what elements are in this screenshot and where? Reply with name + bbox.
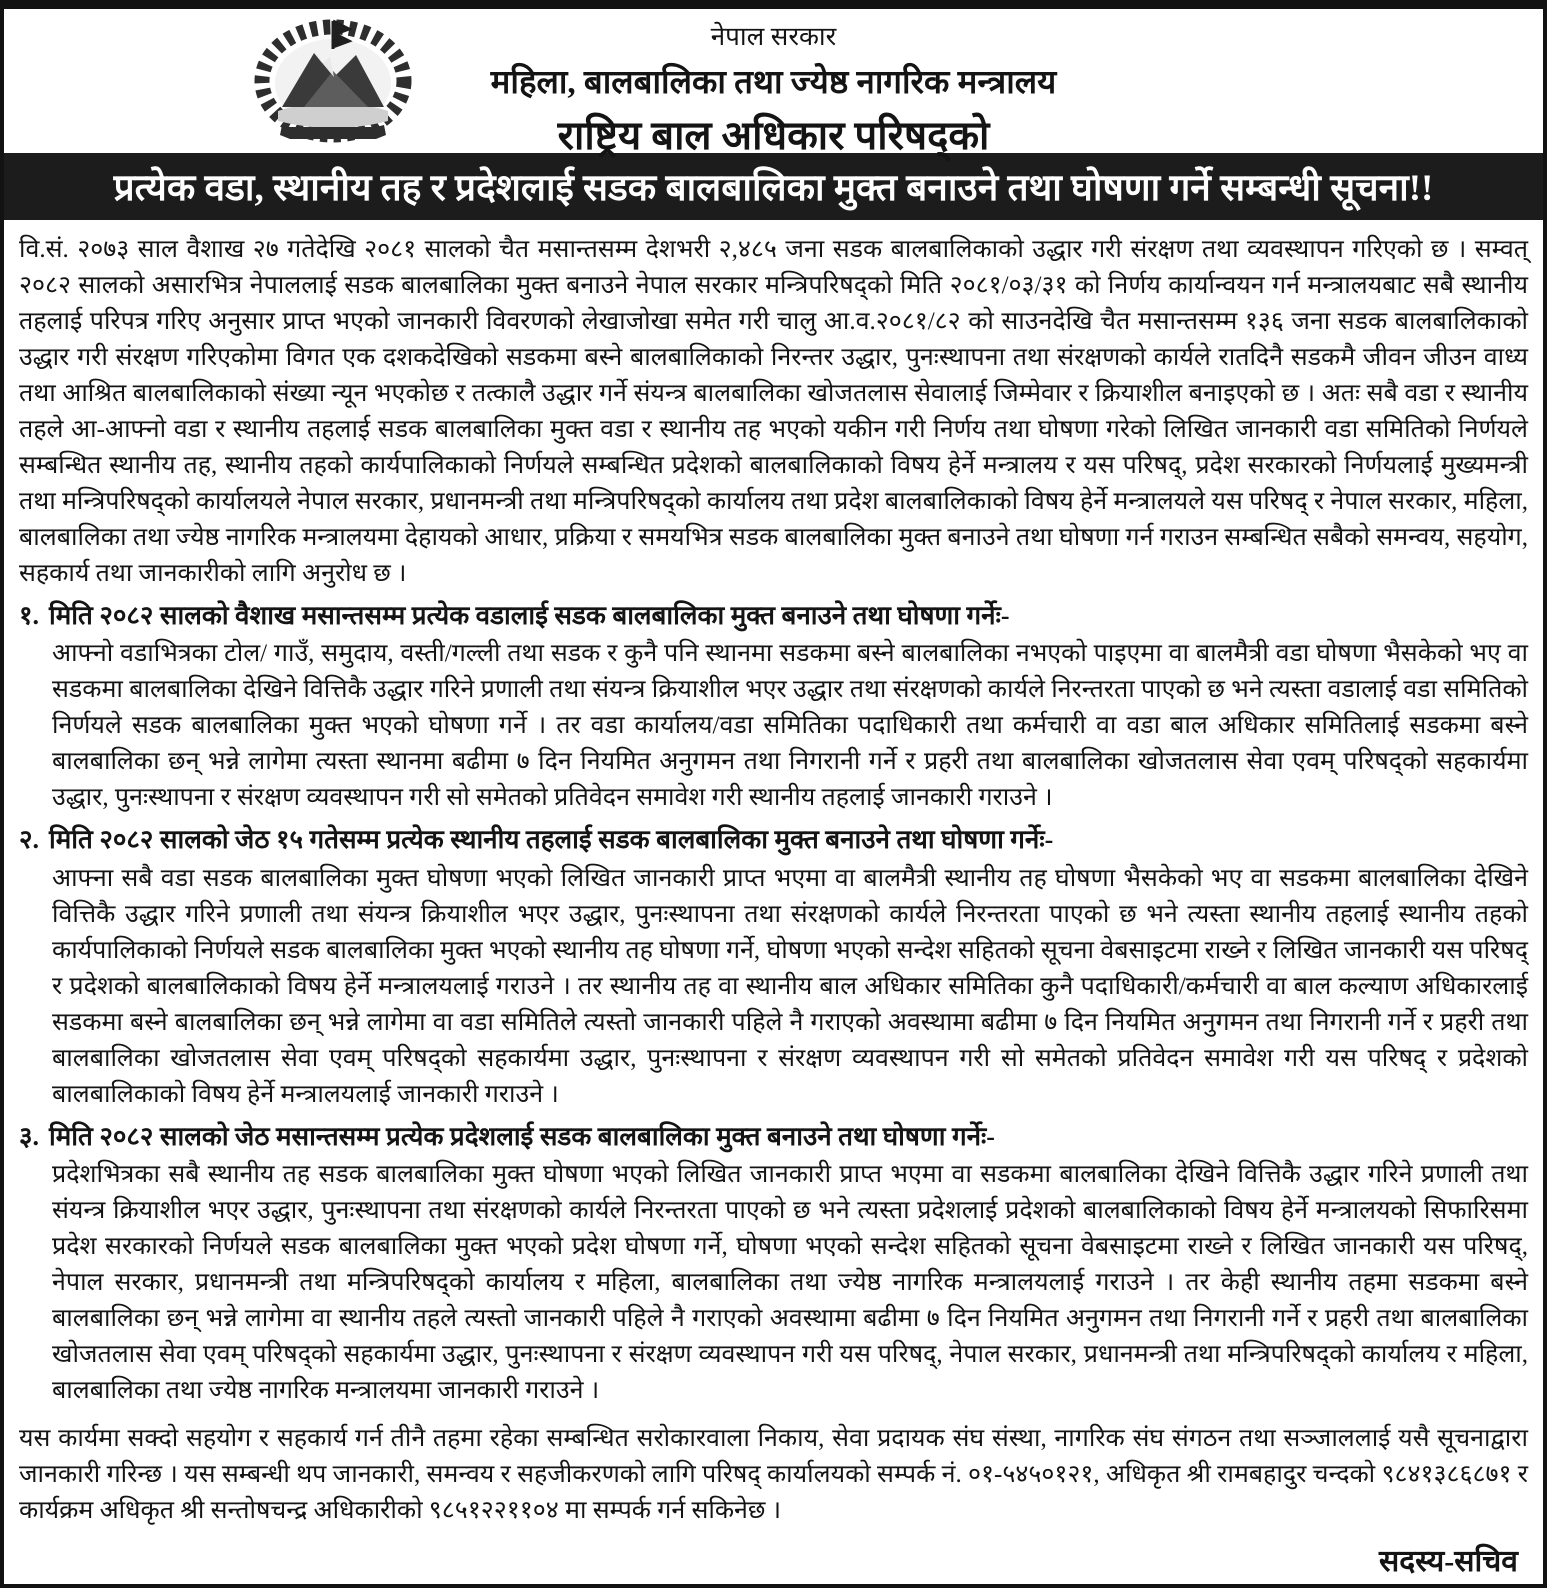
notice-title-banner: प्रत्येक वडा, स्थानीय तह र प्रदेशलाई सडक बालबालिका मुक्त बनाउने तथा घोषणा गर्ने सम्बन्धी सूचना!! — [4, 153, 1543, 220]
section-3-heading-text: मिति २०८२ सालको जेठ मसान्तसम्म प्रत्येक प्रदेशलाई सडक बालबालिका मुक्त बनाउने तथा घोषणा गर्नेः- — [49, 1121, 995, 1151]
closing-paragraph: यस कार्यमा सक्दो सहयोग र सहकार्य गर्न तीनै तहमा रहेका सम्बन्धित सरोकारवाला निकाय, सेवा प्रदायक संघ संस्था, नागरिक संघ संगठन तथा सञ्जाललाई यसै सूचनाद्वारा जानकारी गरिन्छ । यस सम्बन्धी थप जानकारी, समन्वय र सहजीकरणको लागि परिषद् कार्यालयको सम्पर्क नं. ०१-५४५०१२१, अधिकृत श्री रामबहादुर चन्दको ९८४१३८६८७१ र कार्यक्रम अधिकृत श्री सन्तोषचन्द्र अधिकारीको ९८५१२२११०४ मा सम्पर्क गर्न सकिनेछ । — [19, 1425, 1528, 1525]
section-2-heading — [19, 822, 1528, 858]
section-1-body: आफ्नो वडाभित्रका टोल/ गाउँ, समुदाय, वस्ती/गल्ली तथा सडक र कुनै पनि स्थानमा सडकमा बस्ने बालबालिका नभएको पाइएमा वा बालमैत्री वडा घोषणा भैसकेको भए वा सडकमा बालबालिका देखिने वित्तिकै उद्धार गरिने प्रणाली तथा संयन्त्र क्रियाशील भएर उद्धार तथा संरक्षणको कार्यले निरन्तरता पाएको छ भने त्यस्ता वडालाई वडा समितिको निर्णयले सडक बालबालिका मुक्त भएको घोषणा गर्ने । तर वडा कार्यालय/वडा समितिका पदाधिकारी तथा कर्मचारी वा वडा बाल अधिकार समितिलाई सडकमा बस्ने बालबालिका छन् भन्ने लागेमा त्यस्ता स्थानमा बढीमा ७ दिन नियमित अनुगमन तथा निगरानी गर्ने र प्रहरी तथा बालबालिका खोजतलास सेवा एवम् परिषद्को सहकार्यमा उद्धार, पुनःस्थापना र संरक्षण व्यवस्थापन गरी सो समेतको प्रतिवेदन समावेश गरी स्थानीय तहलाई जानकारी गराउने । — [52, 640, 1528, 812]
header-government-line: नेपाल सरकार — [710, 22, 837, 51]
section-2-body: आफ्ना सबै वडा सडक बालबालिका मुक्त घोषणा भएको लिखित जानकारी प्राप्त भएमा वा बालमैत्री स्थानीय तह घोषणा भैसकेको भए वा सडकमा बालबालिका देखिने वित्तिकै उद्धार गरिने प्रणाली तथा संयन्त्र क्रियाशील भएर उद्धार, पुनःस्थापना तथा संरक्षणको कार्यले निरन्तरता पाएको छ भने त्यस्ता स्थानीय तहलाई स्थानीय तहको कार्यपालिकाको निर्णयले सडक बालबालिका मुक्त भएको स्थानीय तह घोषणा गर्ने, घोषणा भएको सन्देश सहितको सूचना वेबसाइटमा राख्ने र लिखित जानकारी यस परिषद् र प्रदेशको बालबालिकाको विषय हेर्ने मन्त्रालयलाई गराउने । तर स्थानीय तह वा स्थानीय बाल अधिकार समितिका कुनै पदाधिकारी/कर्मचारी वा बाल कल्याण अधिकारलाई सडकमा बस्ने बालबालिका छन् भन्ने लागेमा वा वडा समितिले त्यस्तो जानकारी पहिले नै गराएको अवस्थामा बढीमा ७ दिन नियमित अनुगमन तथा निगरानी गर्ने र प्रहरी तथा बालबालिका खोजतलास सेवा एवम् परिषद्को सहकार्यमा उद्धार, पुनःस्थापना र संरक्षण व्यवस्थापन गरी सो समेतको प्रतिवेदन समावेश गरी यस परिषद् र प्रदेशको बालबालिकाको विषय हेर्ने मन्त्रालयलाई जानकारी गराउने । — [52, 864, 1528, 1108]
header-council-line: राष्ट्रिय बाल अधिकार परिषद्को — [557, 113, 990, 158]
section-2 — [19, 822, 1528, 1112]
section-1-heading — [19, 598, 1528, 634]
header-ministry-line: महिला, बालबालिका तथा ज्येष्ठ नागरिक मन्त्रालय — [490, 65, 1057, 101]
section-3-number: ३. — [19, 1121, 40, 1151]
notice-body — [4, 220, 1543, 1580]
section-3-body: प्रदेशभित्रका सबै स्थानीय तह सडक बालबालिका मुक्त घोषणा भएको लिखित जानकारी प्राप्त भएमा वा सडकमा बालबालिका देखिने वित्तिकै उद्धार गरिने प्रणाली तथा संयन्त्र क्रियाशील भएर उद्धार, पुनःस्थापना तथा संरक्षणको कार्यले निरन्तरता पाएको छ भने त्यस्ता प्रदेशलाई प्रदेशको बालबालिकाको विषय हेर्ने मन्त्रालयको सिफारिसमा प्रदेश सरकारको निर्णयले सडक बालबालिका मुक्त भएको प्रदेश घोषणा गर्ने, घोषणा भएको सन्देश सहितको सूचना वेबसाइटमा राख्ने र लिखित जानकारी यस परिषद्, नेपाल सरकार, प्रधानमन्त्री तथा मन्त्रिपरिषद्को कार्यालय र महिला, बालबालिका तथा ज्येष्ठ नागरिक मन्त्रालयलाई गराउने । तर केही स्थानीय तहमा सडकमा बस्ने बालबालिका छन् भन्ने लागेमा वा स्थानीय तहले त्यस्तो जानकारी पहिले नै गराएको अवस्थामा बढीमा ७ दिन नियमित अनुगमन तथा निगरानी गर्ने र प्रहरी तथा बालबालिका खोजतलास सेवा एवम् परिषद्को सहकार्यमा उद्धार, पुनःस्थापना र संरक्षण व्यवस्थापन गरी यस परिषद्, नेपाल सरकार, प्रधानमन्त्री तथा मन्त्रिपरिषद्को कार्यालय र महिला, बालबालिका तथा ज्येष्ठ नागरिक मन्त्रालयमा जानकारी गराउने । — [52, 1161, 1528, 1405]
intro-paragraph: वि.सं. २०७३ साल वैशाख २७ गतेदेखि २०८१ सालको चैत मसान्तसम्म देशभरी २,४८५ जना सडक बालबालिकाको उद्धार गरी संरक्षण तथा व्यवस्थापन गरिएको छ । सम्वत् २०८२ सालको असारभित्र नेपाललाई सडक बालबालिका मुक्त बनाउने नेपाल सरकार मन्त्रिपरिषद्को मिति २०८१/०३/३१ को निर्णय कार्यान्वयन गर्न मन्त्रालयबाट सबै स्थानीय तहलाई परिपत्र गरिए अनुसार प्राप्त भएको जानकारी विवरणको लेखाजोखा समेत गरी चालु आ.व.२०८१/८२ को साउनदेखि चैत मसान्तसम्म १३६ जना सडक बालबालिकाको उद्धार गरी संरक्षण गरिएकोमा विगत एक दशकदेखिको सडकमा बस्ने बालबालिकाको निरन्तर उद्धार, पुनःस्थापना तथा संरक्षणको कार्यले रातदिनै सडकमै जीवन जीउन वाध्य तथा आश्रित बालबालिकाको संख्या न्यून भएकोछ र तत्कालै उद्धार गर्ने संयन्त्र बालबालिका खोजतलास सेवालाई जिम्मेवार र क्रियाशील बनाइएको छ । अतः सबै वडा र स्थानीय तहले आ-आफ्नो वडा र स्थानीय तहलाई सडक बालबालिका मुक्त वडा र स्थानीय तह भएको यकीन गरी निर्णय तथा घोषणा गरेको लिखित जानकारी वडा समितिको निर्णयले सम्बन्धित स्थानीय तह, स्थानीय तहको कार्यपालिकाको निर्णयले सम्बन्धित प्रदेशको बालबालिकाको विषय हेर्ने मन्त्रालय र यस परिषद्, प्रदेश सरकारको निर्णयलाई मुख्यमन्त्री तथा मन्त्रिपरिषद्को कार्यालयले नेपाल सरकार, प्रधानमन्त्री तथा मन्त्रिपरिषद्को कार्यालय तथा प्रदेश बालबालिकाको विषय हेर्ने मन्त्रालयले यस परिषद् र नेपाल सरकार, महिला, बालबालिका तथा ज्येष्ठ नागरिक मन्त्रालयमा देहायको आधार, प्रक्रिया र समयभित्र सडक बालबालिका मुक्त बनाउने तथा घोषणा गर्न गराउन सम्बन्धित सबैको समन्वय, सहयोग, सहकार्य तथा जानकारीको लागि अनुरोध छ । — [19, 236, 1528, 587]
section-1-number: १. — [19, 601, 40, 630]
section-2-number: २. — [19, 825, 40, 855]
section-1 — [19, 598, 1528, 816]
section-3 — [19, 1119, 1528, 1409]
section-1-heading-text: मिति २०८२ सालको वैशाख मसान्तसम्म प्रत्येक वडालाई सडक बालबालिका मुक्त बनाउने तथा घोषणा गर्नेः- — [49, 601, 1010, 630]
section-2-heading-text: मिति २०८२ सालको जेठ १५ गतेसम्म प्रत्येक स्थानीय तहलाई सडक बालबालिका मुक्त बनाउने तथा घोषणा गर्नेः- — [49, 825, 1054, 855]
nepal-government-emblem-icon — [252, 15, 414, 147]
signature-member-secretary: सदस्य-सचिव — [1378, 1545, 1518, 1579]
section-3-heading — [19, 1119, 1528, 1155]
document-header — [4, 9, 1543, 158]
